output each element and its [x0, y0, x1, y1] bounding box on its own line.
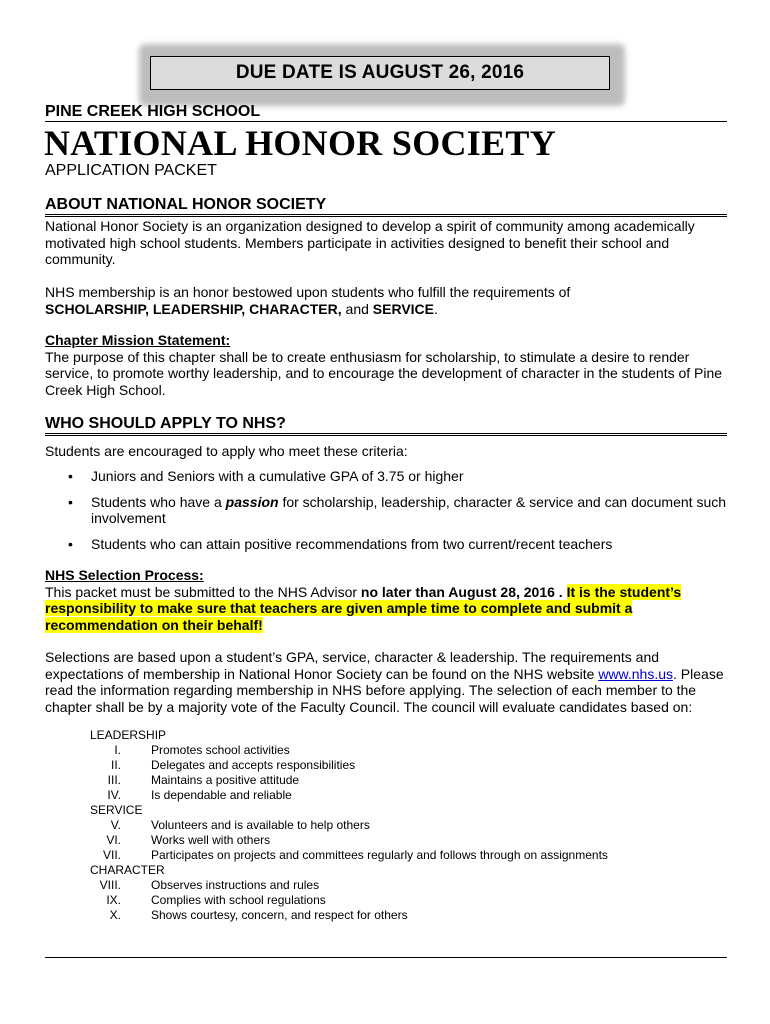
- membership-service: SERVICE: [372, 300, 434, 317]
- selection-label: NHS Selection Process:: [45, 567, 204, 583]
- criteria-text: Delegates and accepts responsibilities: [151, 758, 356, 772]
- who-heading: WHO SHOULD APPLY TO NHS?: [45, 415, 286, 432]
- criteria-text: Volunteers and is available to help others: [151, 818, 370, 832]
- criteria-text: Works well with others: [151, 833, 271, 847]
- criteria-number: VIII.: [99, 878, 121, 892]
- criteria-row: [90, 848, 608, 863]
- criteria-number: VII.: [102, 848, 121, 862]
- criteria-row: [90, 833, 608, 848]
- criteria-row: [90, 758, 608, 773]
- bullet-text: Students who can attain positive recommendations from two current/recent teachers: [91, 535, 613, 552]
- due-date-banner: [150, 56, 610, 90]
- criteria-number: V.: [110, 818, 121, 832]
- who-intro: Students are encouraged to apply who meet these criteria:: [45, 443, 408, 459]
- footer-rule: [45, 957, 727, 958]
- criteria-number: IV.: [107, 788, 121, 802]
- membership-end: .: [434, 300, 438, 317]
- criteria-text: Participates on projects and committees regularly and follows through on assignments: [151, 848, 608, 862]
- criteria-number: IX.: [106, 893, 121, 907]
- mission-text: The purpose of this chapter shall be to create enthusiasm for scholarship, to stimulate a desire to render service, to promote worthy leadership, and to encourage the development of character in the students of Pine Creek High School.: [45, 348, 723, 398]
- criteria-row: [90, 773, 608, 788]
- bullet-icon: •: [68, 468, 73, 484]
- criteria-row: [90, 908, 608, 923]
- about-paragraph: National Honor Society is an organization designed to develop a spirit of community among academically motivated high school students. Members participate in activities designed to benefit their school and community.: [45, 218, 695, 267]
- criteria-row: [90, 818, 608, 833]
- bullet-text: Juniors and Seniors with a cumulative GPA of 3.75 or higher: [91, 468, 464, 484]
- criteria-text: Is dependable and reliable: [151, 788, 292, 802]
- list-item: [45, 468, 735, 485]
- bullet-icon: •: [68, 493, 73, 510]
- about-rule: [45, 214, 727, 217]
- criteria-number: VI.: [106, 833, 121, 847]
- list-item: [45, 536, 735, 553]
- criteria-text: Maintains a positive attitude: [151, 773, 300, 787]
- school-name: PINE CREEK HIGH SCHOOL: [45, 103, 261, 120]
- bullet-text-post: for scholarship, leadership, character & service and can document such involvement: [91, 493, 727, 526]
- category-service: SERVICE: [90, 803, 143, 817]
- nhs-website-link[interactable]: www.nhs.us: [598, 665, 674, 682]
- criteria-row: [90, 743, 608, 758]
- criteria-number: I.: [114, 743, 121, 757]
- selection-paragraph: [45, 649, 735, 715]
- criteria-row: [90, 788, 608, 803]
- due-date-text: DUE DATE IS AUGUST 26, 2016: [235, 62, 525, 83]
- membership-lead: NHS membership is an honor bestowed upon students who fulfill the requirements of: [45, 284, 571, 300]
- about-heading: ABOUT NATIONAL HONOR SOCIETY: [45, 196, 327, 213]
- page-subtitle: APPLICATION PACKET: [45, 162, 217, 179]
- criteria-text: Promotes school activities: [151, 743, 290, 757]
- selection-block: [45, 567, 735, 633]
- mission-label: Chapter Mission Statement:: [45, 332, 231, 348]
- membership-and: and: [341, 300, 373, 317]
- criteria-number: III.: [107, 773, 121, 787]
- page-title: NATIONAL HONOR SOCIETY: [44, 123, 557, 163]
- membership-pillars: SCHOLARSHIP, LEADERSHIP, CHARACTER,: [45, 300, 342, 317]
- category-leadership: LEADERSHIP: [90, 728, 167, 742]
- criteria-row: [90, 893, 608, 908]
- criteria-text: Observes instructions and rules: [151, 878, 320, 892]
- criteria-row: [90, 878, 608, 893]
- evaluation-criteria: [90, 728, 608, 923]
- selection-para-pre: Selections are based upon a student’s GPA, service, character & leadership. The requirements and expectations of membership in National Honor Society can be found on the NHS website: [45, 649, 660, 682]
- list-item: [45, 494, 735, 527]
- bullet-text-pre: Students who have a: [91, 493, 226, 510]
- membership-paragraph: [45, 284, 735, 317]
- criteria-bullets: [45, 468, 735, 561]
- criteria-text: Complies with school regulations: [151, 893, 326, 907]
- who-rule: [45, 433, 727, 436]
- criteria-text: Shows courtesy, concern, and respect for others: [151, 908, 408, 922]
- criteria-number: X.: [109, 908, 121, 922]
- selection-deadline: no later than August 28, 2016 .: [360, 583, 567, 600]
- selection-para-post: . Please read the information regarding membership in NHS before applying. The selection of each member to the chapter shall be by a majority vote of the Faculty Council. The council will evaluate candidates based on:: [45, 665, 724, 715]
- category-character: CHARACTER: [90, 863, 165, 877]
- bullet-emphasis: passion: [225, 493, 279, 510]
- bullet-icon: •: [68, 535, 73, 552]
- criteria-number: II.: [110, 758, 121, 772]
- mission-block: [45, 332, 735, 398]
- selection-text: This packet must be submitted to the NHS Advisor: [45, 583, 361, 600]
- selection-highlight: It is the student’s responsibility to make sure that teachers are given ample time to complete and submit a recommendation on their behalf!: [45, 583, 682, 633]
